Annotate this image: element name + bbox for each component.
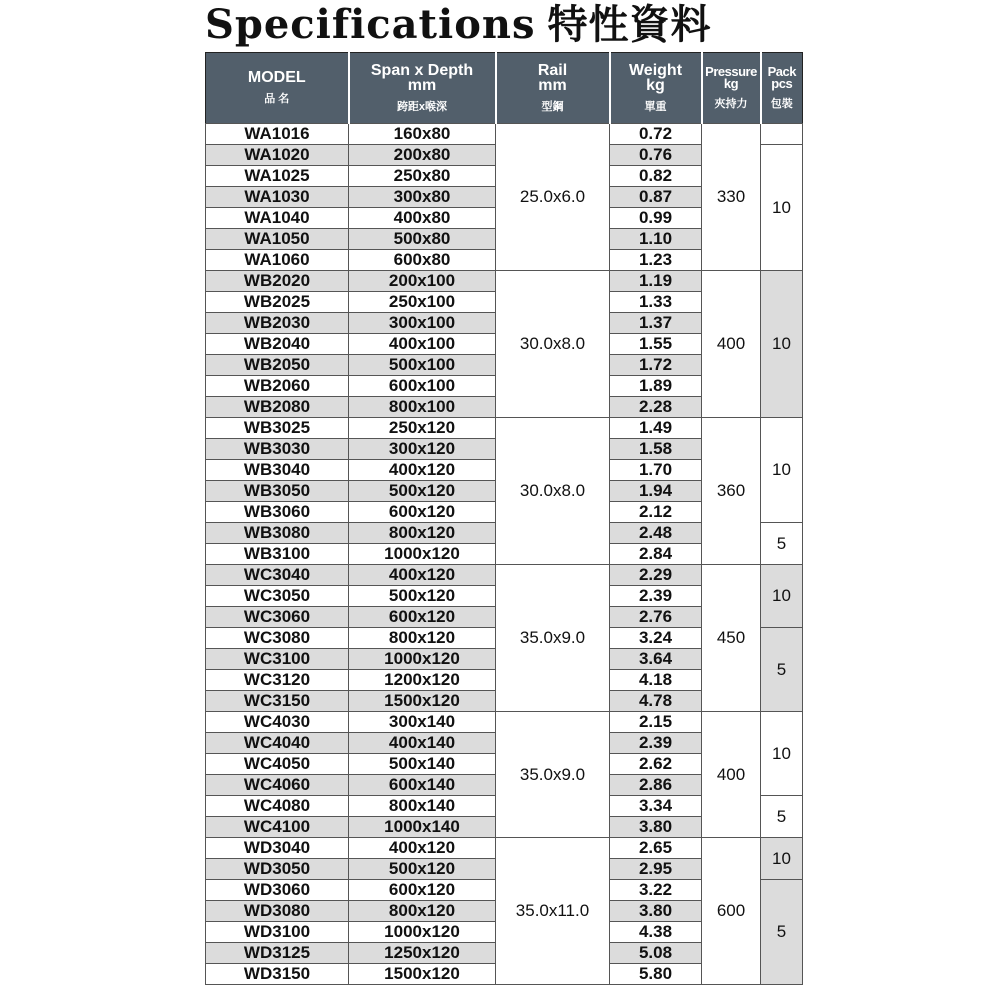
rail-cell: 25.0x6.0 bbox=[496, 124, 610, 271]
table-row bbox=[206, 271, 803, 292]
weight-cell: 3.80 bbox=[610, 901, 702, 922]
weight-cell: 1.94 bbox=[610, 481, 702, 502]
table-row bbox=[206, 418, 803, 439]
pack-cell: 10 bbox=[761, 271, 803, 418]
weight-cell: 2.39 bbox=[610, 733, 702, 754]
span-depth-cell: 1500x120 bbox=[349, 964, 496, 985]
model-cell: WA1025 bbox=[206, 166, 349, 187]
model-cell: WB3050 bbox=[206, 481, 349, 502]
pressure-cell: 400 bbox=[702, 712, 761, 838]
specifications-table bbox=[205, 52, 803, 985]
span-depth-cell: 500x120 bbox=[349, 586, 496, 607]
model-cell: WB2050 bbox=[206, 355, 349, 376]
rail-cell: 35.0x11.0 bbox=[496, 838, 610, 985]
model-cell: WB3100 bbox=[206, 544, 349, 565]
span-depth-cell: 600x140 bbox=[349, 775, 496, 796]
span-depth-cell: 1000x120 bbox=[349, 922, 496, 943]
title-chinese: 特性資料 bbox=[547, 2, 712, 48]
weight-cell: 1.19 bbox=[610, 271, 702, 292]
model-cell: WB3040 bbox=[206, 460, 349, 481]
rail-cell: 35.0x9.0 bbox=[496, 712, 610, 838]
weight-cell: 0.82 bbox=[610, 166, 702, 187]
table-row bbox=[206, 712, 803, 733]
model-cell: WB2060 bbox=[206, 376, 349, 397]
model-cell: WC3040 bbox=[206, 565, 349, 586]
weight-cell: 1.58 bbox=[610, 439, 702, 460]
model-cell: WC3150 bbox=[206, 691, 349, 712]
model-cell: WC4080 bbox=[206, 796, 349, 817]
model-cell: WB3060 bbox=[206, 502, 349, 523]
pack-cell: 5 bbox=[761, 523, 803, 565]
model-cell: WB2040 bbox=[206, 334, 349, 355]
table-row bbox=[206, 838, 803, 859]
model-cell: WC4040 bbox=[206, 733, 349, 754]
pack-cell: 5 bbox=[761, 880, 803, 985]
table-header bbox=[206, 53, 803, 124]
span-depth-cell: 500x80 bbox=[349, 229, 496, 250]
span-depth-cell: 600x120 bbox=[349, 880, 496, 901]
span-depth-cell: 400x140 bbox=[349, 733, 496, 754]
span-depth-cell: 250x100 bbox=[349, 292, 496, 313]
span-depth-cell: 600x120 bbox=[349, 502, 496, 523]
model-cell: WC4060 bbox=[206, 775, 349, 796]
model-cell: WD3150 bbox=[206, 964, 349, 985]
span-depth-cell: 500x140 bbox=[349, 754, 496, 775]
span-depth-cell: 500x120 bbox=[349, 859, 496, 880]
model-cell: WB2080 bbox=[206, 397, 349, 418]
pack-cell: 10 bbox=[761, 712, 803, 796]
pressure-cell: 450 bbox=[702, 565, 761, 712]
header-rail: Rail mm 型鋼 bbox=[496, 53, 610, 124]
span-depth-cell: 1000x120 bbox=[349, 649, 496, 670]
weight-cell: 2.84 bbox=[610, 544, 702, 565]
model-cell: WB2025 bbox=[206, 292, 349, 313]
weight-cell: 1.55 bbox=[610, 334, 702, 355]
model-cell: WC3060 bbox=[206, 607, 349, 628]
span-depth-cell: 250x80 bbox=[349, 166, 496, 187]
model-cell: WC4050 bbox=[206, 754, 349, 775]
weight-cell: 3.22 bbox=[610, 880, 702, 901]
weight-cell: 2.86 bbox=[610, 775, 702, 796]
weight-cell: 2.62 bbox=[610, 754, 702, 775]
weight-cell: 1.23 bbox=[610, 250, 702, 271]
weight-cell: 0.72 bbox=[610, 124, 702, 145]
model-cell: WD3040 bbox=[206, 838, 349, 859]
span-depth-cell: 400x80 bbox=[349, 208, 496, 229]
model-cell: WD3080 bbox=[206, 901, 349, 922]
page-title bbox=[205, 0, 711, 50]
weight-cell: 2.28 bbox=[610, 397, 702, 418]
pressure-cell: 400 bbox=[702, 271, 761, 418]
span-depth-cell: 300x80 bbox=[349, 187, 496, 208]
weight-cell: 1.37 bbox=[610, 313, 702, 334]
weight-cell: 2.76 bbox=[610, 607, 702, 628]
span-depth-cell: 600x100 bbox=[349, 376, 496, 397]
model-cell: WA1030 bbox=[206, 187, 349, 208]
weight-cell: 3.34 bbox=[610, 796, 702, 817]
model-cell: WB3025 bbox=[206, 418, 349, 439]
model-cell: WC3080 bbox=[206, 628, 349, 649]
pressure-cell: 330 bbox=[702, 124, 761, 271]
model-cell: WC3050 bbox=[206, 586, 349, 607]
model-cell: WD3060 bbox=[206, 880, 349, 901]
model-cell: WB2030 bbox=[206, 313, 349, 334]
model-cell: WC3100 bbox=[206, 649, 349, 670]
weight-cell: 1.70 bbox=[610, 460, 702, 481]
weight-cell: 4.18 bbox=[610, 670, 702, 691]
span-depth-cell: 1000x140 bbox=[349, 817, 496, 838]
span-depth-cell: 1250x120 bbox=[349, 943, 496, 964]
span-depth-cell: 500x120 bbox=[349, 481, 496, 502]
pack-cell bbox=[761, 124, 803, 145]
table-row bbox=[206, 565, 803, 586]
weight-cell: 2.95 bbox=[610, 859, 702, 880]
header-weight: Weight kg 單重 bbox=[610, 53, 702, 124]
span-depth-cell: 400x120 bbox=[349, 838, 496, 859]
span-depth-cell: 200x80 bbox=[349, 145, 496, 166]
weight-cell: 4.38 bbox=[610, 922, 702, 943]
weight-cell: 0.99 bbox=[610, 208, 702, 229]
weight-cell: 2.48 bbox=[610, 523, 702, 544]
weight-cell: 2.29 bbox=[610, 565, 702, 586]
weight-cell: 3.64 bbox=[610, 649, 702, 670]
header-pressure: Pressure kg 夾持力 bbox=[702, 53, 761, 124]
span-depth-cell: 200x100 bbox=[349, 271, 496, 292]
span-depth-cell: 300x100 bbox=[349, 313, 496, 334]
weight-cell: 3.24 bbox=[610, 628, 702, 649]
span-depth-cell: 800x100 bbox=[349, 397, 496, 418]
rail-cell: 30.0x8.0 bbox=[496, 271, 610, 418]
header-model: MODEL 品 名 bbox=[206, 53, 349, 124]
header-row bbox=[206, 53, 803, 124]
model-cell: WA1020 bbox=[206, 145, 349, 166]
span-depth-cell: 500x100 bbox=[349, 355, 496, 376]
weight-cell: 1.72 bbox=[610, 355, 702, 376]
weight-cell: 2.65 bbox=[610, 838, 702, 859]
span-depth-cell: 800x120 bbox=[349, 523, 496, 544]
model-cell: WB3080 bbox=[206, 523, 349, 544]
weight-cell: 2.15 bbox=[610, 712, 702, 733]
table-body bbox=[206, 124, 803, 985]
span-depth-cell: 400x120 bbox=[349, 460, 496, 481]
model-cell: WC4100 bbox=[206, 817, 349, 838]
weight-cell: 1.33 bbox=[610, 292, 702, 313]
span-depth-cell: 400x120 bbox=[349, 565, 496, 586]
model-cell: WD3125 bbox=[206, 943, 349, 964]
span-depth-cell: 1200x120 bbox=[349, 670, 496, 691]
weight-cell: 5.80 bbox=[610, 964, 702, 985]
model-cell: WD3100 bbox=[206, 922, 349, 943]
span-depth-cell: 1500x120 bbox=[349, 691, 496, 712]
pack-cell: 10 bbox=[761, 838, 803, 880]
pack-cell: 10 bbox=[761, 565, 803, 628]
model-cell: WA1016 bbox=[206, 124, 349, 145]
span-depth-cell: 600x120 bbox=[349, 607, 496, 628]
span-depth-cell: 800x140 bbox=[349, 796, 496, 817]
weight-cell: 1.49 bbox=[610, 418, 702, 439]
pressure-cell: 600 bbox=[702, 838, 761, 985]
model-cell: WC3120 bbox=[206, 670, 349, 691]
title-english: Specifications bbox=[205, 1, 536, 48]
weight-cell: 1.10 bbox=[610, 229, 702, 250]
rail-cell: 35.0x9.0 bbox=[496, 565, 610, 712]
pressure-cell: 360 bbox=[702, 418, 761, 565]
pack-cell: 5 bbox=[761, 796, 803, 838]
span-depth-cell: 250x120 bbox=[349, 418, 496, 439]
span-depth-cell: 300x140 bbox=[349, 712, 496, 733]
weight-cell: 0.87 bbox=[610, 187, 702, 208]
model-cell: WC4030 bbox=[206, 712, 349, 733]
span-depth-cell: 300x120 bbox=[349, 439, 496, 460]
pack-cell: 5 bbox=[761, 628, 803, 712]
model-cell: WB2020 bbox=[206, 271, 349, 292]
model-cell: WB3030 bbox=[206, 439, 349, 460]
model-cell: WA1040 bbox=[206, 208, 349, 229]
weight-cell: 4.78 bbox=[610, 691, 702, 712]
weight-cell: 3.80 bbox=[610, 817, 702, 838]
span-depth-cell: 1000x120 bbox=[349, 544, 496, 565]
header-pack: Pack pcs 包裝 bbox=[761, 53, 803, 124]
rail-cell: 30.0x8.0 bbox=[496, 418, 610, 565]
span-depth-cell: 160x80 bbox=[349, 124, 496, 145]
model-cell: WD3050 bbox=[206, 859, 349, 880]
header-span-depth: Span x Depth mm 跨距x喉深 bbox=[349, 53, 496, 124]
weight-cell: 1.89 bbox=[610, 376, 702, 397]
span-depth-cell: 800x120 bbox=[349, 628, 496, 649]
span-depth-cell: 400x100 bbox=[349, 334, 496, 355]
weight-cell: 2.12 bbox=[610, 502, 702, 523]
table-row bbox=[206, 124, 803, 145]
weight-cell: 2.39 bbox=[610, 586, 702, 607]
model-cell: WA1060 bbox=[206, 250, 349, 271]
weight-cell: 0.76 bbox=[610, 145, 702, 166]
span-depth-cell: 600x80 bbox=[349, 250, 496, 271]
span-depth-cell: 800x120 bbox=[349, 901, 496, 922]
weight-cell: 5.08 bbox=[610, 943, 702, 964]
pack-cell: 10 bbox=[761, 145, 803, 271]
model-cell: WA1050 bbox=[206, 229, 349, 250]
pack-cell: 10 bbox=[761, 418, 803, 523]
